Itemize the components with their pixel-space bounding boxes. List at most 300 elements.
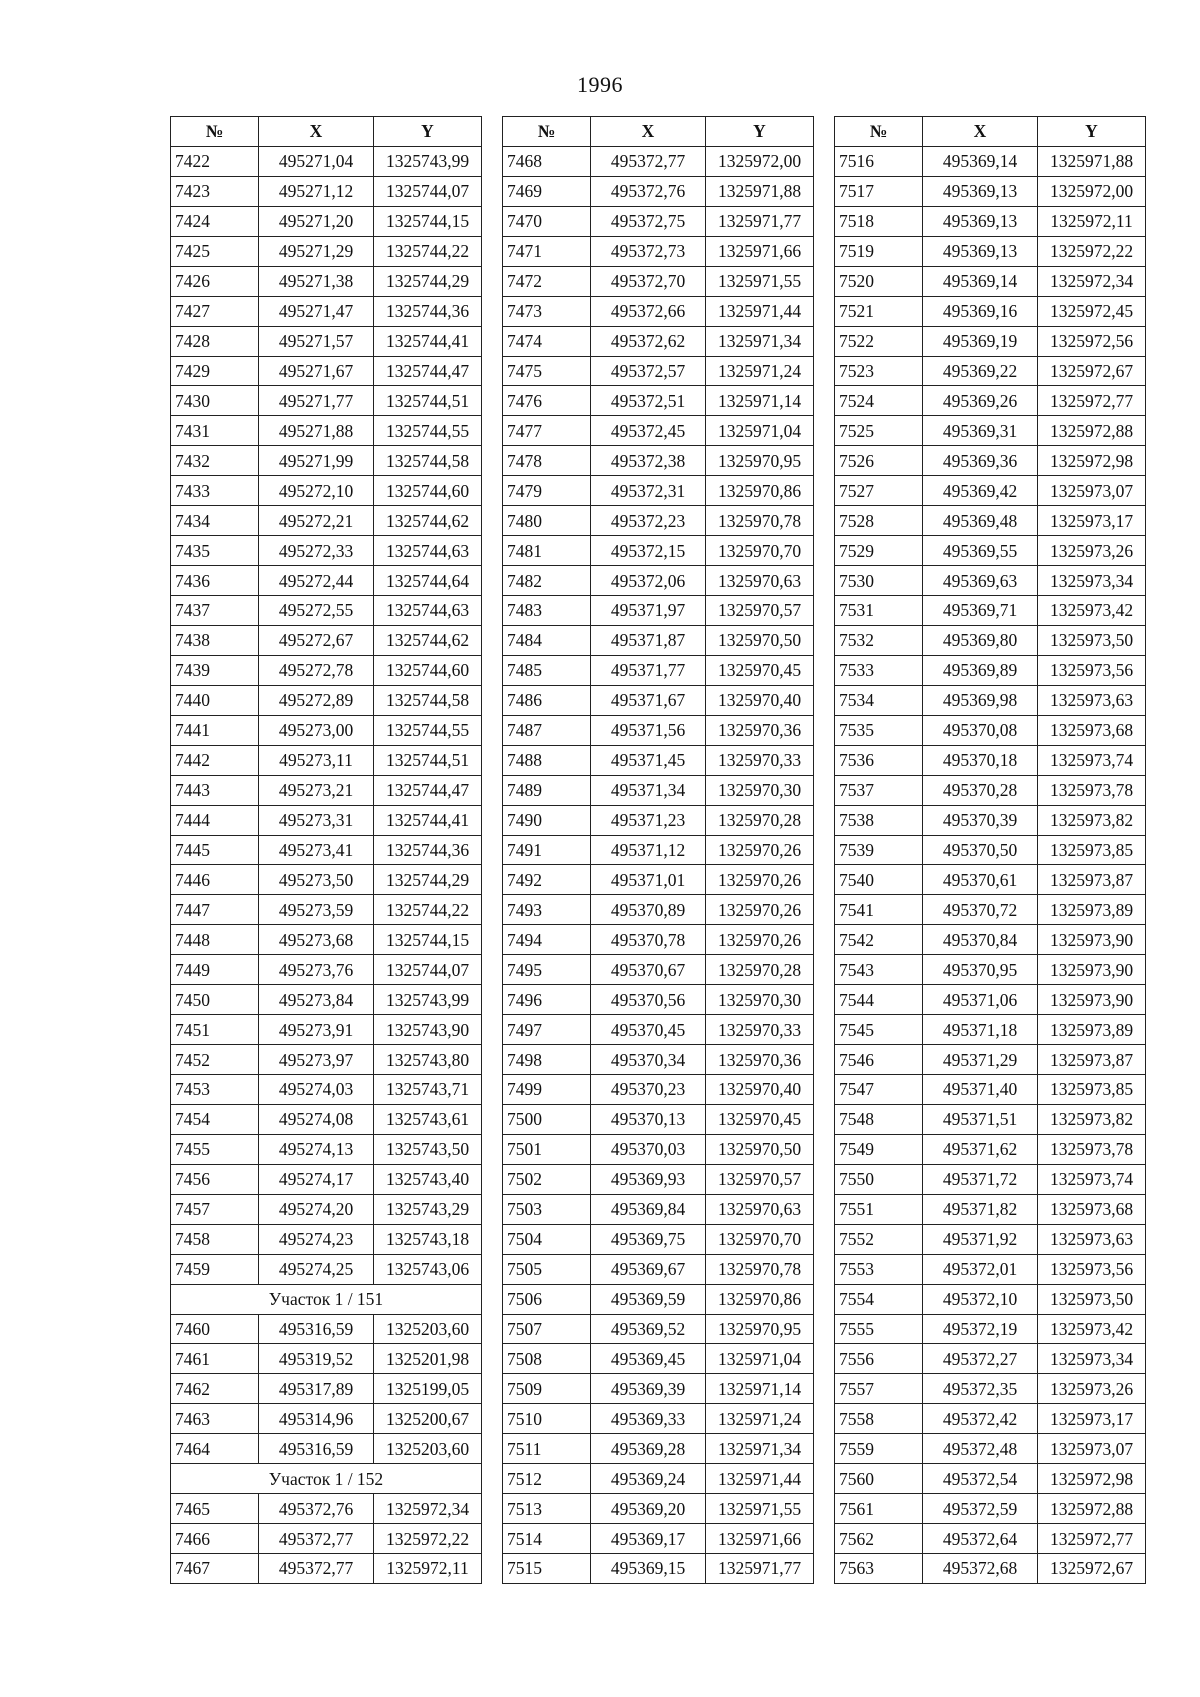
point-number-cell: 7491	[503, 835, 591, 865]
table-row	[835, 775, 1146, 805]
header-x: X	[923, 117, 1038, 147]
header-number: №	[503, 117, 591, 147]
x-coordinate-cell: 495271,47	[259, 296, 374, 326]
y-coordinate-cell: 1325973,26	[1038, 1374, 1146, 1404]
y-coordinate-cell: 1325970,26	[706, 865, 814, 895]
table-row	[171, 536, 482, 566]
x-coordinate-cell: 495369,36	[923, 446, 1038, 476]
x-coordinate-cell: 495369,55	[923, 536, 1038, 566]
x-coordinate-cell: 495370,84	[923, 925, 1038, 955]
y-coordinate-cell: 1325972,56	[1038, 326, 1146, 356]
y-coordinate-cell: 1325743,71	[374, 1075, 482, 1105]
table-row	[835, 1134, 1146, 1164]
y-coordinate-cell: 1325973,17	[1038, 506, 1146, 536]
y-coordinate-cell: 1325973,68	[1038, 1194, 1146, 1224]
table-row	[503, 356, 814, 386]
point-number-cell: 7518	[835, 206, 923, 236]
table-row	[171, 1075, 482, 1105]
y-coordinate-cell: 1325970,26	[706, 835, 814, 865]
point-number-cell: 7556	[835, 1344, 923, 1374]
header-number: №	[171, 117, 259, 147]
y-coordinate-cell: 1325973,85	[1038, 1075, 1146, 1105]
x-coordinate-cell: 495273,21	[259, 775, 374, 805]
y-coordinate-cell: 1325970,57	[706, 596, 814, 626]
table-row	[171, 1344, 482, 1374]
x-coordinate-cell: 495369,13	[923, 176, 1038, 206]
table-row	[835, 1374, 1146, 1404]
x-coordinate-cell: 495369,31	[923, 416, 1038, 446]
point-number-cell: 7525	[835, 416, 923, 446]
point-number-cell: 7463	[171, 1404, 259, 1434]
point-number-cell: 7543	[835, 955, 923, 985]
y-coordinate-cell: 1325972,22	[1038, 236, 1146, 266]
y-coordinate-cell: 1325970,45	[706, 1104, 814, 1134]
table-row	[171, 805, 482, 835]
table-row	[503, 146, 814, 176]
x-coordinate-cell: 495370,28	[923, 775, 1038, 805]
x-coordinate-cell: 495371,51	[923, 1104, 1038, 1134]
table-row	[835, 805, 1146, 835]
table-row	[171, 1045, 482, 1075]
table-row	[835, 1524, 1146, 1554]
x-coordinate-cell: 495372,76	[591, 176, 706, 206]
x-coordinate-cell: 495371,29	[923, 1045, 1038, 1075]
point-number-cell: 7443	[171, 775, 259, 805]
y-coordinate-cell: 1325744,41	[374, 805, 482, 835]
x-coordinate-cell: 495369,75	[591, 1224, 706, 1254]
x-coordinate-cell: 495369,42	[923, 476, 1038, 506]
x-coordinate-cell: 495372,68	[923, 1554, 1038, 1584]
y-coordinate-cell: 1325970,26	[706, 895, 814, 925]
point-number-cell: 7513	[503, 1494, 591, 1524]
y-coordinate-cell: 1325973,90	[1038, 925, 1146, 955]
header-number: №	[835, 117, 923, 147]
x-coordinate-cell: 495369,13	[923, 206, 1038, 236]
y-coordinate-cell: 1325973,17	[1038, 1404, 1146, 1434]
point-number-cell: 7495	[503, 955, 591, 985]
point-number-cell: 7504	[503, 1224, 591, 1254]
x-coordinate-cell: 495369,16	[923, 296, 1038, 326]
point-number-cell: 7493	[503, 895, 591, 925]
x-coordinate-cell: 495273,91	[259, 1015, 374, 1045]
point-number-cell: 7432	[171, 446, 259, 476]
point-number-cell: 7536	[835, 745, 923, 775]
table-header-row	[835, 117, 1146, 147]
x-coordinate-cell: 495371,92	[923, 1224, 1038, 1254]
table-row	[835, 835, 1146, 865]
table-row	[171, 1374, 482, 1404]
table-row	[171, 745, 482, 775]
x-coordinate-cell: 495369,39	[591, 1374, 706, 1404]
x-coordinate-cell: 495274,08	[259, 1104, 374, 1134]
y-coordinate-cell: 1325744,55	[374, 715, 482, 745]
x-coordinate-cell: 495369,80	[923, 625, 1038, 655]
table-row	[835, 1404, 1146, 1434]
point-number-cell: 7511	[503, 1434, 591, 1464]
point-number-cell: 7546	[835, 1045, 923, 1075]
point-number-cell: 7457	[171, 1194, 259, 1224]
point-number-cell: 7442	[171, 745, 259, 775]
point-number-cell: 7425	[171, 236, 259, 266]
y-coordinate-cell: 1325744,51	[374, 386, 482, 416]
section-title: Участок 1 / 151	[171, 1284, 482, 1314]
point-number-cell: 7515	[503, 1554, 591, 1584]
table-row	[171, 1164, 482, 1194]
table-row	[503, 1434, 814, 1464]
y-coordinate-cell: 1325970,40	[706, 685, 814, 715]
table-row	[835, 955, 1146, 985]
x-coordinate-cell: 495372,10	[923, 1284, 1038, 1314]
point-number-cell: 7563	[835, 1554, 923, 1584]
point-number-cell: 7426	[171, 266, 259, 296]
point-number-cell: 7508	[503, 1344, 591, 1374]
y-coordinate-cell: 1325743,90	[374, 1015, 482, 1045]
x-coordinate-cell: 495369,20	[591, 1494, 706, 1524]
table-row	[171, 895, 482, 925]
table-row	[503, 1374, 814, 1404]
section-row	[171, 1464, 482, 1494]
y-coordinate-cell: 1325973,87	[1038, 865, 1146, 895]
x-coordinate-cell: 495372,42	[923, 1404, 1038, 1434]
x-coordinate-cell: 495273,97	[259, 1045, 374, 1075]
table-row	[835, 1314, 1146, 1344]
x-coordinate-cell: 495369,63	[923, 566, 1038, 596]
point-number-cell: 7436	[171, 566, 259, 596]
y-coordinate-cell: 1325970,86	[706, 476, 814, 506]
table-body	[503, 146, 814, 1583]
point-number-cell: 7561	[835, 1494, 923, 1524]
y-coordinate-cell: 1325972,00	[706, 146, 814, 176]
table-row	[171, 446, 482, 476]
point-number-cell: 7540	[835, 865, 923, 895]
point-number-cell: 7452	[171, 1045, 259, 1075]
y-coordinate-cell: 1325744,55	[374, 416, 482, 446]
point-number-cell: 7433	[171, 476, 259, 506]
table-row	[171, 1524, 482, 1554]
point-number-cell: 7527	[835, 476, 923, 506]
coordinates-table-2	[502, 116, 814, 1584]
table-row	[835, 625, 1146, 655]
point-number-cell: 7547	[835, 1075, 923, 1105]
x-coordinate-cell: 495372,73	[591, 236, 706, 266]
y-coordinate-cell: 1325743,61	[374, 1104, 482, 1134]
x-coordinate-cell: 495272,55	[259, 596, 374, 626]
point-number-cell: 7522	[835, 326, 923, 356]
point-number-cell: 7440	[171, 685, 259, 715]
table-row	[835, 206, 1146, 236]
y-coordinate-cell: 1325971,24	[706, 1404, 814, 1434]
y-coordinate-cell: 1325971,66	[706, 1524, 814, 1554]
y-coordinate-cell: 1325973,42	[1038, 596, 1146, 626]
y-coordinate-cell: 1325972,77	[1038, 1524, 1146, 1554]
point-number-cell: 7501	[503, 1134, 591, 1164]
x-coordinate-cell: 495370,56	[591, 985, 706, 1015]
point-number-cell: 7532	[835, 625, 923, 655]
y-coordinate-cell: 1325970,50	[706, 625, 814, 655]
point-number-cell: 7562	[835, 1524, 923, 1554]
table-row	[171, 416, 482, 446]
x-coordinate-cell: 495316,59	[259, 1434, 374, 1464]
y-coordinate-cell: 1325970,86	[706, 1284, 814, 1314]
point-number-cell: 7439	[171, 655, 259, 685]
table-row	[835, 925, 1146, 955]
y-coordinate-cell: 1325744,29	[374, 865, 482, 895]
point-number-cell: 7464	[171, 1434, 259, 1464]
table-row	[503, 326, 814, 356]
x-coordinate-cell: 495369,93	[591, 1164, 706, 1194]
x-coordinate-cell: 495369,45	[591, 1344, 706, 1374]
point-number-cell: 7558	[835, 1404, 923, 1434]
table-row	[503, 1164, 814, 1194]
section-title: Участок 1 / 152	[171, 1464, 482, 1494]
point-number-cell: 7537	[835, 775, 923, 805]
x-coordinate-cell: 495370,23	[591, 1075, 706, 1105]
x-coordinate-cell: 495271,20	[259, 206, 374, 236]
table-row	[835, 655, 1146, 685]
table-row	[503, 835, 814, 865]
x-coordinate-cell: 495370,61	[923, 865, 1038, 895]
y-coordinate-cell: 1325743,40	[374, 1164, 482, 1194]
y-coordinate-cell: 1325972,98	[1038, 446, 1146, 476]
point-number-cell: 7469	[503, 176, 591, 206]
x-coordinate-cell: 495272,67	[259, 625, 374, 655]
y-coordinate-cell: 1325972,00	[1038, 176, 1146, 206]
y-coordinate-cell: 1325973,87	[1038, 1045, 1146, 1075]
y-coordinate-cell: 1325744,36	[374, 835, 482, 865]
table-row	[503, 715, 814, 745]
point-number-cell: 7554	[835, 1284, 923, 1314]
y-coordinate-cell: 1325744,22	[374, 236, 482, 266]
x-coordinate-cell: 495369,59	[591, 1284, 706, 1314]
y-coordinate-cell: 1325971,88	[1038, 146, 1146, 176]
table-row	[835, 446, 1146, 476]
x-coordinate-cell: 495273,50	[259, 865, 374, 895]
table-row	[835, 1075, 1146, 1105]
table-row	[835, 1554, 1146, 1584]
table-row	[171, 625, 482, 655]
point-number-cell: 7496	[503, 985, 591, 1015]
point-number-cell: 7545	[835, 1015, 923, 1045]
point-number-cell: 7499	[503, 1075, 591, 1105]
point-number-cell: 7427	[171, 296, 259, 326]
point-number-cell: 7502	[503, 1164, 591, 1194]
x-coordinate-cell: 495369,24	[591, 1464, 706, 1494]
table-row	[503, 685, 814, 715]
x-coordinate-cell: 495274,25	[259, 1254, 374, 1284]
x-coordinate-cell: 495372,45	[591, 416, 706, 446]
x-coordinate-cell: 495371,62	[923, 1134, 1038, 1164]
table-row	[835, 236, 1146, 266]
y-coordinate-cell: 1325973,63	[1038, 1224, 1146, 1254]
y-coordinate-cell: 1325744,29	[374, 266, 482, 296]
x-coordinate-cell: 495372,70	[591, 266, 706, 296]
table-row	[503, 1134, 814, 1164]
point-number-cell: 7478	[503, 446, 591, 476]
x-coordinate-cell: 495369,14	[923, 266, 1038, 296]
x-coordinate-cell: 495369,71	[923, 596, 1038, 626]
table-row	[171, 1194, 482, 1224]
table-row	[835, 266, 1146, 296]
point-number-cell: 7516	[835, 146, 923, 176]
table-row	[503, 655, 814, 685]
y-coordinate-cell: 1325743,50	[374, 1134, 482, 1164]
page-number: 1996	[577, 72, 623, 97]
y-coordinate-cell: 1325203,60	[374, 1434, 482, 1464]
coordinates-table-3	[834, 116, 1146, 1584]
table-row	[835, 1224, 1146, 1254]
point-number-cell: 7497	[503, 1015, 591, 1045]
y-coordinate-cell: 1325971,14	[706, 1374, 814, 1404]
table-row	[171, 1404, 482, 1434]
x-coordinate-cell: 495369,17	[591, 1524, 706, 1554]
point-number-cell: 7509	[503, 1374, 591, 1404]
x-coordinate-cell: 495372,01	[923, 1254, 1038, 1284]
table-row	[171, 955, 482, 985]
x-coordinate-cell: 495371,97	[591, 596, 706, 626]
x-coordinate-cell: 495272,10	[259, 476, 374, 506]
table-row	[503, 775, 814, 805]
table-row	[835, 895, 1146, 925]
x-coordinate-cell: 495314,96	[259, 1404, 374, 1434]
x-coordinate-cell: 495271,57	[259, 326, 374, 356]
point-number-cell: 7431	[171, 416, 259, 446]
table-row	[503, 955, 814, 985]
point-number-cell: 7533	[835, 655, 923, 685]
x-coordinate-cell: 495372,64	[923, 1524, 1038, 1554]
table-row	[503, 1075, 814, 1105]
y-coordinate-cell: 1325973,90	[1038, 955, 1146, 985]
point-number-cell: 7535	[835, 715, 923, 745]
x-coordinate-cell: 495369,26	[923, 386, 1038, 416]
x-coordinate-cell: 495274,13	[259, 1134, 374, 1164]
point-number-cell: 7549	[835, 1134, 923, 1164]
table-row	[503, 805, 814, 835]
y-coordinate-cell: 1325973,56	[1038, 655, 1146, 685]
y-coordinate-cell: 1325973,42	[1038, 1314, 1146, 1344]
y-coordinate-cell: 1325203,60	[374, 1314, 482, 1344]
y-coordinate-cell: 1325972,11	[1038, 206, 1146, 236]
table-row	[835, 685, 1146, 715]
y-coordinate-cell: 1325970,50	[706, 1134, 814, 1164]
y-coordinate-cell: 1325970,28	[706, 955, 814, 985]
x-coordinate-cell: 495274,17	[259, 1164, 374, 1194]
x-coordinate-cell: 495369,33	[591, 1404, 706, 1434]
y-coordinate-cell: 1325971,14	[706, 386, 814, 416]
point-number-cell: 7506	[503, 1284, 591, 1314]
table-row	[503, 1524, 814, 1554]
y-coordinate-cell: 1325973,74	[1038, 745, 1146, 775]
table-row	[171, 326, 482, 356]
table-row	[171, 386, 482, 416]
table-row	[503, 925, 814, 955]
x-coordinate-cell: 495273,84	[259, 985, 374, 1015]
x-coordinate-cell: 495371,67	[591, 685, 706, 715]
table-row	[503, 1045, 814, 1075]
table-row	[503, 1015, 814, 1045]
x-coordinate-cell: 495273,59	[259, 895, 374, 925]
table-row	[171, 176, 482, 206]
point-number-cell: 7526	[835, 446, 923, 476]
y-coordinate-cell: 1325971,77	[706, 206, 814, 236]
y-coordinate-cell: 1325970,36	[706, 715, 814, 745]
y-coordinate-cell: 1325973,07	[1038, 1434, 1146, 1464]
y-coordinate-cell: 1325973,82	[1038, 805, 1146, 835]
point-number-cell: 7494	[503, 925, 591, 955]
point-number-cell: 7462	[171, 1374, 259, 1404]
table-row	[503, 1344, 814, 1374]
point-number-cell: 7542	[835, 925, 923, 955]
table-row	[835, 506, 1146, 536]
point-number-cell: 7553	[835, 1254, 923, 1284]
table-row	[835, 326, 1146, 356]
table-row	[171, 356, 482, 386]
point-number-cell: 7481	[503, 536, 591, 566]
x-coordinate-cell: 495372,51	[591, 386, 706, 416]
x-coordinate-cell: 495272,44	[259, 566, 374, 596]
point-number-cell: 7548	[835, 1104, 923, 1134]
x-coordinate-cell: 495370,89	[591, 895, 706, 925]
table-row	[503, 176, 814, 206]
table-row	[835, 1284, 1146, 1314]
point-number-cell: 7445	[171, 835, 259, 865]
section-row	[171, 1284, 482, 1314]
point-number-cell: 7476	[503, 386, 591, 416]
x-coordinate-cell: 495370,95	[923, 955, 1038, 985]
y-coordinate-cell: 1325970,70	[706, 1224, 814, 1254]
point-number-cell: 7474	[503, 326, 591, 356]
table-body	[835, 146, 1146, 1583]
table-row	[835, 1434, 1146, 1464]
coordinates-table-1	[170, 116, 482, 1584]
point-number-cell: 7544	[835, 985, 923, 1015]
table-row	[835, 1015, 1146, 1045]
table-row	[503, 1254, 814, 1284]
y-coordinate-cell: 1325199,05	[374, 1374, 482, 1404]
x-coordinate-cell: 495369,28	[591, 1434, 706, 1464]
table-row	[835, 416, 1146, 446]
point-number-cell: 7444	[171, 805, 259, 835]
y-coordinate-cell: 1325973,68	[1038, 715, 1146, 745]
point-number-cell: 7517	[835, 176, 923, 206]
table-row	[503, 1284, 814, 1314]
x-coordinate-cell: 495369,22	[923, 356, 1038, 386]
point-number-cell: 7459	[171, 1254, 259, 1284]
table-row	[171, 476, 482, 506]
x-coordinate-cell: 495271,99	[259, 446, 374, 476]
y-coordinate-cell: 1325971,88	[706, 176, 814, 206]
y-coordinate-cell: 1325971,66	[706, 236, 814, 266]
header-y: Y	[374, 117, 482, 147]
y-coordinate-cell: 1325200,67	[374, 1404, 482, 1434]
table-row	[503, 446, 814, 476]
x-coordinate-cell: 495370,50	[923, 835, 1038, 865]
y-coordinate-cell: 1325970,33	[706, 1015, 814, 1045]
point-number-cell: 7438	[171, 625, 259, 655]
y-coordinate-cell: 1325971,44	[706, 1464, 814, 1494]
x-coordinate-cell: 495369,89	[923, 655, 1038, 685]
table-row	[503, 566, 814, 596]
table-row	[503, 536, 814, 566]
x-coordinate-cell: 495370,45	[591, 1015, 706, 1045]
point-number-cell: 7424	[171, 206, 259, 236]
y-coordinate-cell: 1325972,45	[1038, 296, 1146, 326]
table-row	[171, 1254, 482, 1284]
point-number-cell: 7519	[835, 236, 923, 266]
y-coordinate-cell: 1325973,50	[1038, 1284, 1146, 1314]
x-coordinate-cell: 495371,56	[591, 715, 706, 745]
table-row	[503, 1554, 814, 1584]
y-coordinate-cell: 1325970,70	[706, 536, 814, 566]
